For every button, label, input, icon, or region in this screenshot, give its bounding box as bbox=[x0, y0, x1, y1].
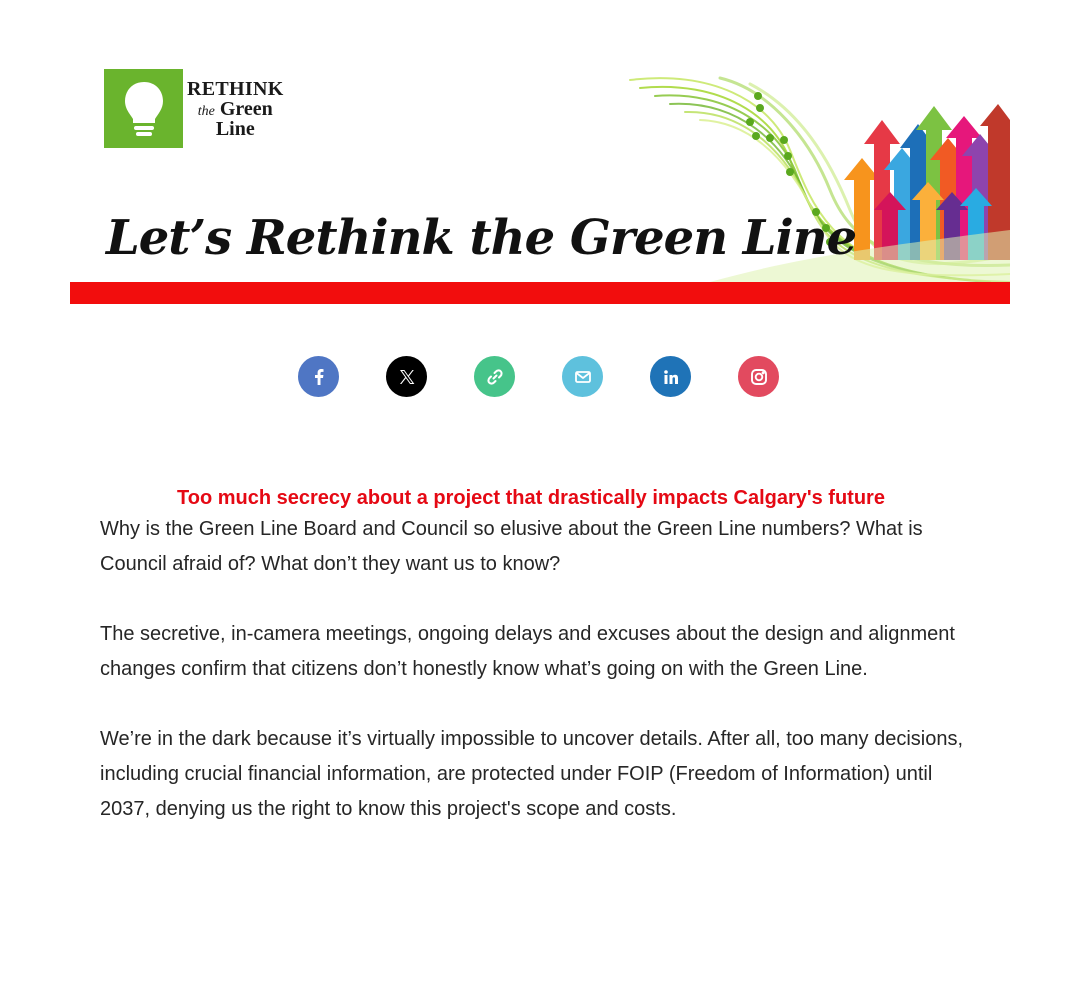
link-icon[interactable] bbox=[474, 356, 515, 397]
logo-line-1: RETHINK bbox=[187, 77, 284, 100]
brand-logo[interactable] bbox=[104, 69, 284, 148]
banner-headline: Let’s Rethink the Green Line bbox=[106, 210, 857, 266]
logo-badge bbox=[104, 69, 183, 148]
article-paragraph: We’re in the dark because it’s virtually impossible to uncover details. After all, too many decisions, including crucial financial information, are protected under FOIP (Freedom of Information) until 2037, denying us the right to know this project's scope and costs. bbox=[100, 728, 964, 820]
article-paragraph: Why is the Green Line Board and Council so elusive about the Green Line numbers? What is Council afraid of? What don’t they want us to know? bbox=[100, 518, 923, 575]
facebook-icon[interactable] bbox=[298, 356, 339, 397]
x-icon[interactable] bbox=[386, 356, 427, 397]
instagram-icon[interactable] bbox=[738, 356, 779, 397]
logo-line-3: Line bbox=[215, 117, 255, 140]
article-subhead: Too much secrecy about a project that drastically impacts Calgary's future bbox=[177, 487, 885, 509]
article-paragraph: The secretive, in-camera meetings, ongoing delays and excuses about the design and alignment changes confirm that citizens don’t honestly know what’s going on with the Green Line. bbox=[100, 623, 955, 680]
logo-line-2-small: the bbox=[197, 103, 215, 119]
logo-line-2-big: Green bbox=[219, 97, 273, 120]
banner-divider bbox=[70, 282, 1010, 304]
article-body bbox=[100, 484, 980, 862]
linkedin-icon[interactable] bbox=[650, 356, 691, 397]
logo-line-2 bbox=[187, 99, 284, 119]
share-bar bbox=[298, 356, 779, 397]
lightbulb-icon bbox=[121, 79, 167, 139]
email-icon[interactable] bbox=[562, 356, 603, 397]
header-banner bbox=[70, 60, 1010, 304]
logo-wordmark bbox=[187, 79, 284, 139]
